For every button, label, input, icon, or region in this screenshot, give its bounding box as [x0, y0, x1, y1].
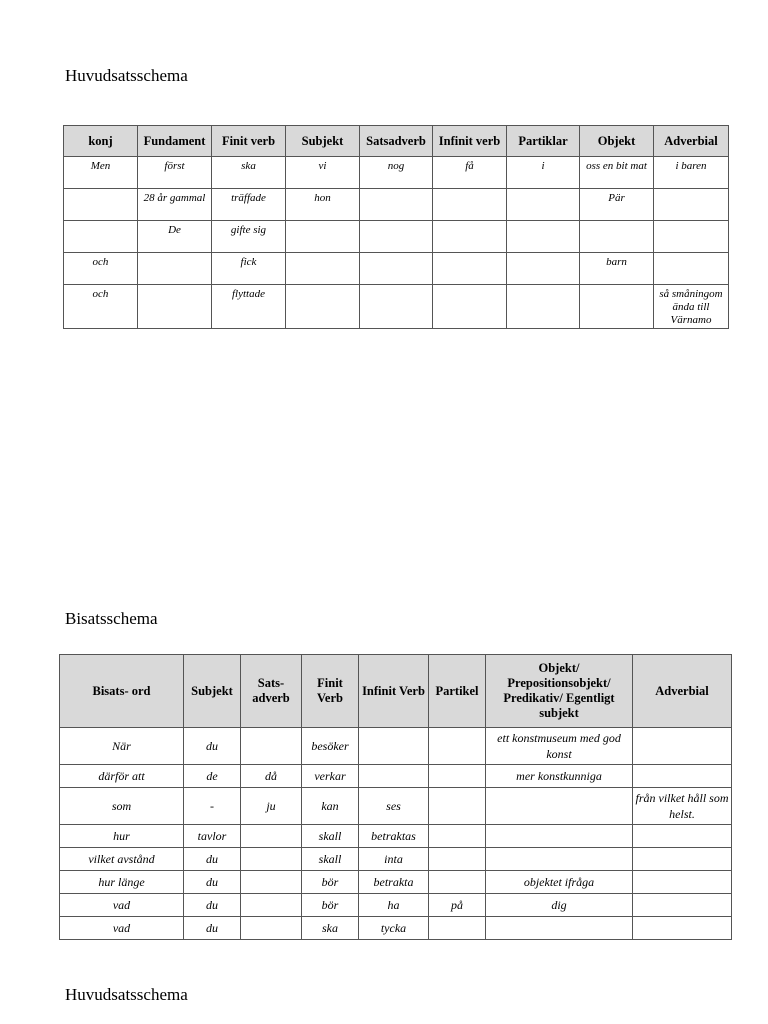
table-cell: vi: [286, 157, 360, 189]
table-cell: kan: [302, 788, 359, 825]
column-header: Adverbial: [633, 655, 732, 728]
table-cell: När: [60, 728, 184, 765]
main-clause-schema-title: Huvudsatsschema: [65, 66, 188, 85]
table-cell: [429, 871, 486, 894]
table-row: [64, 189, 729, 221]
table-cell: mer konstkunniga: [486, 765, 633, 788]
table-header-row: [60, 655, 732, 728]
column-header: Finit verb: [212, 126, 286, 157]
table-cell: [359, 728, 429, 765]
table-row: [60, 728, 732, 765]
table-cell: [633, 728, 732, 765]
column-header: Partiklar: [507, 126, 580, 157]
table-row: [60, 917, 732, 940]
table-cell: [633, 871, 732, 894]
table-cell: flyttade: [212, 285, 286, 329]
table-cell: [241, 871, 302, 894]
table-cell: skall: [302, 848, 359, 871]
table-cell: ska: [212, 157, 286, 189]
table-cell: De: [138, 221, 212, 253]
table-cell: [633, 917, 732, 940]
table-cell: du: [184, 917, 241, 940]
table-cell: skall: [302, 825, 359, 848]
table-cell: från vilket håll som helst.: [633, 788, 732, 825]
column-header: Subjekt: [286, 126, 360, 157]
table-cell: [429, 728, 486, 765]
table-cell: få: [433, 157, 507, 189]
column-header: konj: [64, 126, 138, 157]
table-cell: tavlor: [184, 825, 241, 848]
table-cell: [507, 221, 580, 253]
table-cell: [241, 728, 302, 765]
table-cell: som: [60, 788, 184, 825]
table-cell: [286, 285, 360, 329]
table-cell: du: [184, 728, 241, 765]
column-header: Satsadverb: [360, 126, 433, 157]
table-cell: [507, 189, 580, 221]
column-header: Objekt/ Prepositionsobjekt/ Predikativ/ Egentligt subjekt: [486, 655, 633, 728]
table-cell: i: [507, 157, 580, 189]
table-row: [60, 848, 732, 871]
table-cell: [429, 917, 486, 940]
table-cell: [429, 765, 486, 788]
table-cell: [241, 917, 302, 940]
table-cell: oss en bit mat: [580, 157, 654, 189]
table-row: [64, 253, 729, 285]
table-cell: hon: [286, 189, 360, 221]
table-row: [64, 285, 729, 329]
table-cell: [633, 848, 732, 871]
table-cell: du: [184, 894, 241, 917]
table-cell: 28 år gammal: [138, 189, 212, 221]
column-header: Fundament: [138, 126, 212, 157]
table-cell: tycka: [359, 917, 429, 940]
table-cell: [359, 765, 429, 788]
table-cell: bör: [302, 871, 359, 894]
column-header: Partikel: [429, 655, 486, 728]
table-cell: verkar: [302, 765, 359, 788]
table-cell: [433, 221, 507, 253]
table-cell: nog: [360, 157, 433, 189]
table-cell: [64, 221, 138, 253]
table-cell: besöker: [302, 728, 359, 765]
table-row: [60, 825, 732, 848]
main-clause-table: [63, 125, 729, 329]
table-cell: ett konstmuseum med god konst: [486, 728, 633, 765]
table-cell: [633, 825, 732, 848]
table-cell: betraktas: [359, 825, 429, 848]
subordinate-clause-schema-title: Bisatsschema: [65, 609, 158, 628]
table-cell: [138, 285, 212, 329]
table-row: [60, 894, 732, 917]
table-cell: [286, 221, 360, 253]
table-row: [64, 157, 729, 189]
table-cell: [654, 221, 729, 253]
table-header-row: [64, 126, 729, 157]
table-cell: [64, 189, 138, 221]
table-cell: hur länge: [60, 871, 184, 894]
table-cell: och: [64, 253, 138, 285]
table-cell: ska: [302, 917, 359, 940]
table-cell: [486, 917, 633, 940]
table-cell: då: [241, 765, 302, 788]
table-cell: [654, 189, 729, 221]
table-cell: och: [64, 285, 138, 329]
table-cell: ju: [241, 788, 302, 825]
table-cell: träffade: [212, 189, 286, 221]
table-cell: [429, 848, 486, 871]
table-cell: du: [184, 848, 241, 871]
table-cell: på: [429, 894, 486, 917]
table-cell: [429, 788, 486, 825]
table-cell: [241, 894, 302, 917]
column-header: Adverbial: [654, 126, 729, 157]
table-cell: ses: [359, 788, 429, 825]
column-header: Sats- adverb: [241, 655, 302, 728]
table-cell: [507, 253, 580, 285]
table-cell: [433, 253, 507, 285]
table-cell: [360, 253, 433, 285]
table-cell: Men: [64, 157, 138, 189]
table-cell: [486, 825, 633, 848]
table-cell: vad: [60, 917, 184, 940]
table-cell: [633, 894, 732, 917]
table-cell: [360, 189, 433, 221]
column-header: Bisats- ord: [60, 655, 184, 728]
table-cell: gifte sig: [212, 221, 286, 253]
column-header: Infinit verb: [433, 126, 507, 157]
table-cell: [360, 285, 433, 329]
table-cell: [433, 189, 507, 221]
table-row: [60, 765, 732, 788]
table-cell: därför att: [60, 765, 184, 788]
table-cell: dig: [486, 894, 633, 917]
table-cell: inta: [359, 848, 429, 871]
table-cell: [580, 221, 654, 253]
table-cell: först: [138, 157, 212, 189]
table-row: [64, 221, 729, 253]
column-header: Finit Verb: [302, 655, 359, 728]
table-cell: -: [184, 788, 241, 825]
column-header: Subjekt: [184, 655, 241, 728]
column-header: Infinit Verb: [359, 655, 429, 728]
table-cell: vilket avstånd: [60, 848, 184, 871]
table-cell: [633, 765, 732, 788]
table-cell: fick: [212, 253, 286, 285]
table-cell: barn: [580, 253, 654, 285]
table-cell: [286, 253, 360, 285]
table-row: [60, 871, 732, 894]
table-cell: [654, 253, 729, 285]
main-clause-schema-title-2: Huvudsatsschema: [65, 985, 188, 1004]
table-cell: [486, 788, 633, 825]
table-cell: [241, 848, 302, 871]
table-cell: [433, 285, 507, 329]
table-cell: bör: [302, 894, 359, 917]
table-cell: [580, 285, 654, 329]
table-cell: Pär: [580, 189, 654, 221]
table-cell: objektet ifråga: [486, 871, 633, 894]
table-cell: [486, 848, 633, 871]
table-cell: betrakta: [359, 871, 429, 894]
subordinate-clause-table: [59, 654, 732, 940]
column-header: Objekt: [580, 126, 654, 157]
table-cell: i baren: [654, 157, 729, 189]
table-cell: så småningom ända till Värnamo: [654, 285, 729, 329]
table-cell: ha: [359, 894, 429, 917]
table-row: [60, 788, 732, 825]
table-cell: [138, 253, 212, 285]
table-cell: de: [184, 765, 241, 788]
table-cell: [507, 285, 580, 329]
table-cell: [360, 221, 433, 253]
table-cell: [241, 825, 302, 848]
table-cell: du: [184, 871, 241, 894]
table-cell: vad: [60, 894, 184, 917]
table-cell: hur: [60, 825, 184, 848]
table-cell: [429, 825, 486, 848]
